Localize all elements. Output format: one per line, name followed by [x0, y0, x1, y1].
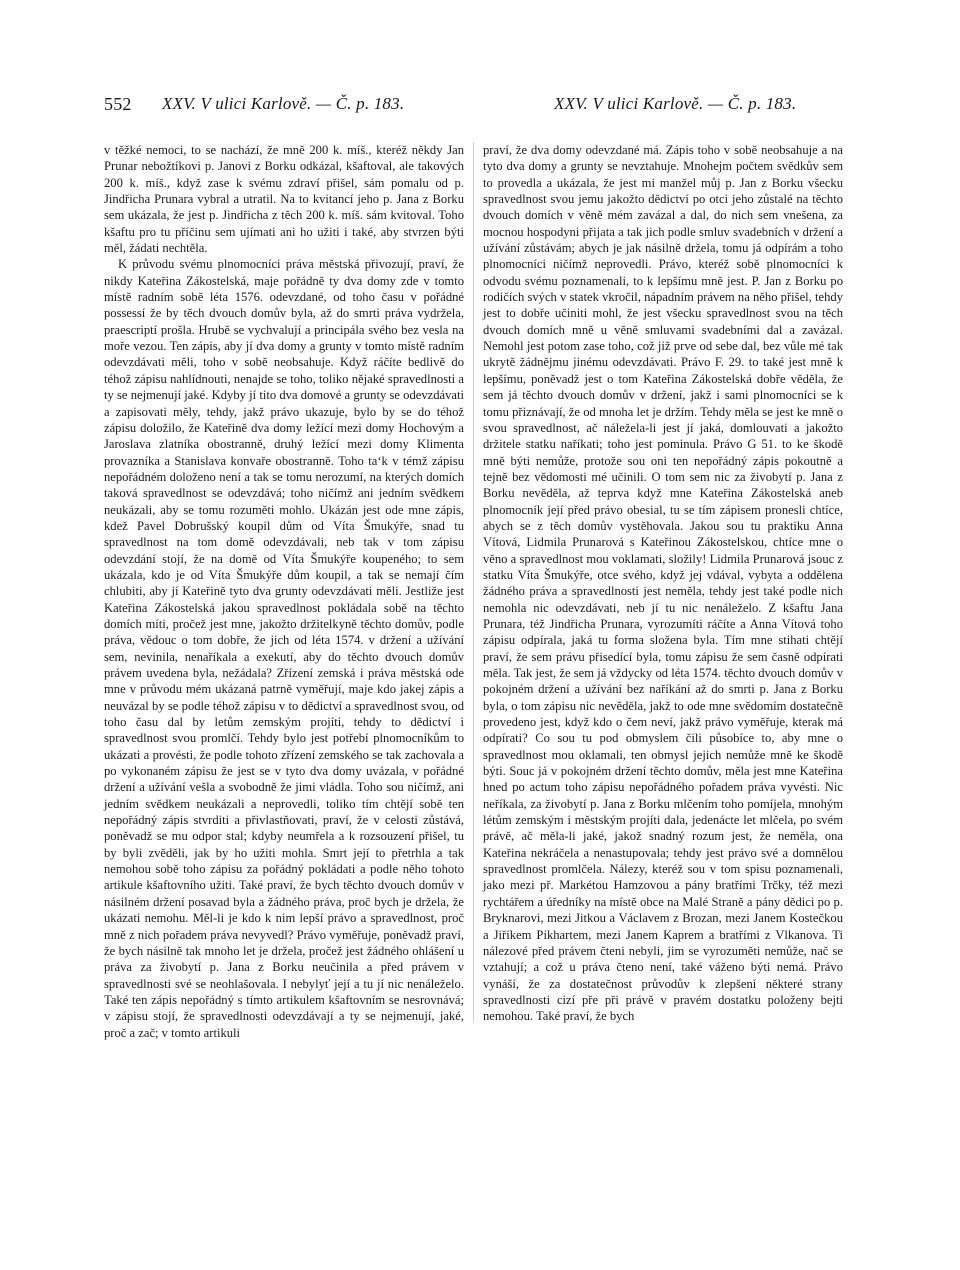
running-title-left: XXV. V ulici Karlově. — Č. p. 183. [162, 94, 405, 113]
left-column [104, 142, 464, 1041]
paragraph: praví, že dva domy odevzdané má. Zápis toho v sobě neobsahuje a na tyto dva domy a grunty se nevztahuje. Mnohejm počtem svědkův sem to provedla a ukázala, že jest mi manžel můj p. Jan z Borku všecku spravedlnost svou jemu jakožto dědictví po otci jeho zůstalé na těchto dvouch domích v věně mém zavázal a dal, do nich sem vnešena, za mocnou hospodyni přijata a tak jich podle smluv svadebních v držení a užívání zůstávám; abych je jak násilně držela, tomu já odpírám a toho plnomocníci ničímž neprovedli. Právo, kteréž sobě plnomocníci k odvodu svému poznamenali, to k lepšímu mně jest. P. Jan z Borku po rodičích svých v statek vkročil, nápadním právem na něho přišel, tehdy jest to dobře učiniti mohl, že jest všecku spravedlnost svou na těch dvouch domích mně u věně smluvami svadebními dal a zavázal. Nemohl jest potom zase toho, což již prve od sebe dal, bez vůle mé tak ukrytě žádnějmu jinému odevzdávati. Právo F. 29. to také jest mně k lepšímu, poněvadž jest o tom Kateřina Zákostelská dobře věděla, že sem já těchto dvouch domův v držení, jakž i sami plnomocníci se k tomu přiznávají, že od mnoha let je držím. Tehdy měla se jest ke mně o svou spravedlnost, ač náležela-li jest jí jaká, domlouvati a jakožto držitele statku naříkati; toho jest pominula. Právo G 51. to ke škodě mně býti nemůže, protože sou oni ten nepořádný zápis pokoutně a tejně bez vědomosti mé učinili. O tom sem nic za živobytí p. Jana z Borku nevěděla, až teprva když mne Kateřina Zákostelská aneb plnomocník její před právo obesial, tu se tím zápisem pronesli chtíce, abych se z těch domův vystěhovala. Jakou sou tu praktiku Anna Vítová, Lidmila Prunarová s Kateřinou Zákostelskou, chtíce mne o věno a spravedlnost mou voklamati, složily! Lidmila Prunarová jsouc z statku Víta Šmukýře, otce svého, když jej vdával, vybyta a oddělena žádného práva a spravedlnosti jest neměla, tehdy jest také podle nich nemohla nic odevzdávati, neb jí tu nic nenáleželo. Z kšaftu Jana Prunara, též Jindřicha Prunara, vyrozumíti ráčíte a Anna Vítová toho zápisu odpírala, jaká tu forma složena byla. Tím mne stihati chtějí praví, že sem právu přisedící byla, tomu zápisu že sem časně odpírati měla. Tak jest, že sem já vždycky od léta 1574. těchto dvouch domův v pokojném držení a užívání bez naříkání až do smrti p. Jana z Borku byla, o tom zápisu nic nevěděla, jakž to ode mne svědomím dostatečně provedeno jest, když kdo o čem neví, jakž právo vyměřuje, kterak má odpírati? Co sou tu pod obmyslem čili působíce to, aby mne o spravedlnost mou oklamali, ten obmysl jejich nemůže mně ke škodě býti. Souc já v pokojném držení těchto domův, měla jest mne Kateřina hned po actum toho zápisu nepořádného pořadem práva vyvésti. Nic neříkala, za živobytí p. Jana z Borku mlčením toho pomíjela, mnohým létům zemským i městským projíti dala, jedenácte let mlčela, po svém právě, ač měla-li jaké, jakož snadný rozum jest, že neměla, ona Kateřina nekráčela a nenastupovala; tehdy jest právo své a domnělou spravedlnost promlčela. Nálezy, kteréž sou v tom spisu poznamenali, jako mezi př. Markétou Hamzovou a pány bratřími Trčky, též mezi rychtářem a úředníky na místě obce na Malé Straně a pány dědici po p. Bryknarovi, mezi Jitkou a Václavem z Brozan, mezi Janem Kostečkou a Jiříkem Pikhartem, mezi Janem Kaprem a bratřími z Vlkanova. Ti nálezové před právem čteni nebyli, jim se vyrozuměti nemůže, nač se vztahují; a což u práva čteno není, také váženo býti nemá. Právo vynáší, že za dostatečnost průvodův k zlepšení některé strany spravedlnosti cizí pře při právě v pravém dostatku položeny bejti nemohou. Také praví, že bych [483, 143, 843, 1024]
page-number: 552 [104, 94, 132, 114]
paragraph: v těžké nemoci, to se nachází, že mně 200 k. míš., kteréž někdy Jan Prunar nebožtíkovi p. Janovi z Borku odkázal, kšaftoval, ale takových 200 k. míš., když zase k svému zdraví přišel, sám pomalu od p. Jindřicha Prunara vybral a utratil. Na to kvitancí jeho p. Jana z Borku sem ukázala, že jest p. Jindřicha z těch 200 k. míš. sám kvitoval. Toho kšaftu pro tu příčinu sem ujímati ani ho užiti i také, aby stvrzen býti měl, žádati nechtěla. [104, 143, 464, 256]
paragraph: K průvodu svému plnomocníci práva městská přivozují, praví, že nikdy Kateřina Zákostelská, maje pořádně ty dva domy zde v tomto místě radním sobě léta 1576. odevzdané, od toho času v pořádné possessí že by těch dvouch domův byla, až do smrti práva vydržela, praescriptí prošla. Hrubě se vychvalují a principála svého bez vesla na moře vezou. Ten zápis, aby jí dva domy a grunty v tomto místě radním odevzdávati měli, toho v sobě neobsahuje. Když ráčíte bedlivě do téhož zápisu nahlídnouti, nenajde se toho, toliko nějaké spravedlnosti a ty se nejmenují jaké. Kdyby jí tito dva domové a grunty se odevzdávati a zapisovati měly, tehdy, jakž právo ukazuje, bylo by se do téhož zápisu doložilo, že Kateřině dva domy ležící mezi domy Hochovým a Jaroslava zlatníka obostranně, druhý ležící mezi domy Klimenta provazníka a Stanislava konvaře obostranně. Toho ta‘k v témž zápisu nepořádném doloženo není a tak se tomu nerozumí, na kterých domích taková spravedlnost se odevzdává; toho ničímž ani jedním svědkem neukázali, aby se tomu rozuměti mohlo. Ukázán jest ode mne zápis, kdež Pavel Dobrušský koupil dům od Víta Šmukýře, snad tu spravedlnost na tom domě odevzdávali, neb tak v tom zápisu odevzdání stojí, že na domě od Víta Šmukýře koupeného; to sem ukázala, kdo je od Víta Šmukýře dům koupil, a tak se nemají čím chlubiti, aby jí Kateřině tyto dva grunty odevzdávati měli. Jestliže jest Kateřina Zákostelská jakou spravedlnost pokládala sobě na těchto domích míti, pročež jest mne, jakožto držitelkyně těchto domův, podle práva, vědouc o tom dobře, že jich od léta 1574. v držení a užívání sem, nevinila, nenaříkala a exekutí, aby do těchto dvouch domův právem uvedena byla, nežádala? Zřízení zemská i práva městská ode mne v průvodu mém ukázaná patrně vyměřují, maje kdo jakej zápis a neuvázal by se podle téhož zápisu v to dědictví a spravedlnost svou, od toho času dal by letům zemským projíti, tehdy to dědictví i spravedlnost svou promlčí. Tehdy bylo jest potřebí plnomocníkům to ukázati a provésti, že podle tohoto zřízení zemského se tak zachovala a po vykonaném zápisu že jest se v tyto dva domy uvázala, v pořádné držení a užívání vešla a svobodně že jimi vládla. Toho sou ničímž, ani jedním svědkem neukázali a neprovedli, toliko tím chtějí sobě ten nepořádný zápis stvrditi a přivlastňovati, praví, že v celosti zůstává, poněvadž se mu odpor stal; kdyby neumřela a k rozsouzení přišel, tu by byli zvěděli, jak by ho užiti mohla. Smrt její to přetrhla a tak nemohou sobě toho zápisu za pořádný pokládati a podle něho tohoto artikule kšaftovního užiti. Také praví, že bych těchto dvouch domův v násilném držení posavad byla a žádného práva, proč bych je držela, že ukázati nemohu. Měl-li je kdo k nim lepší právo a spravedlnost, proč mně z nich pořadem práva nevyvedl? Právo vyměřuje, poněvadž praví, že bych násilně tak mnoho let je držela, pročež jest žádného ohlášení u práva za živobytí p. Jana z Borku neučinila a před právem v spravedlnosti své se neohlašovala. I nebylyť její a tu jí nic nenáleželo. Také ten zápis nepořádný s tímto artikulem kšaftovním se nesrovnává; v zápisu stojí, že spravedlnosti odevzdávají a ty se nejmenují, jaké, proč a zač; v tomto artikuli [104, 257, 464, 1040]
right-column [483, 142, 843, 1025]
running-title-right: XXV. V ulici Karlově. — Č. p. 183. [554, 94, 797, 113]
column-divider [473, 142, 474, 1022]
running-header [104, 94, 844, 118]
